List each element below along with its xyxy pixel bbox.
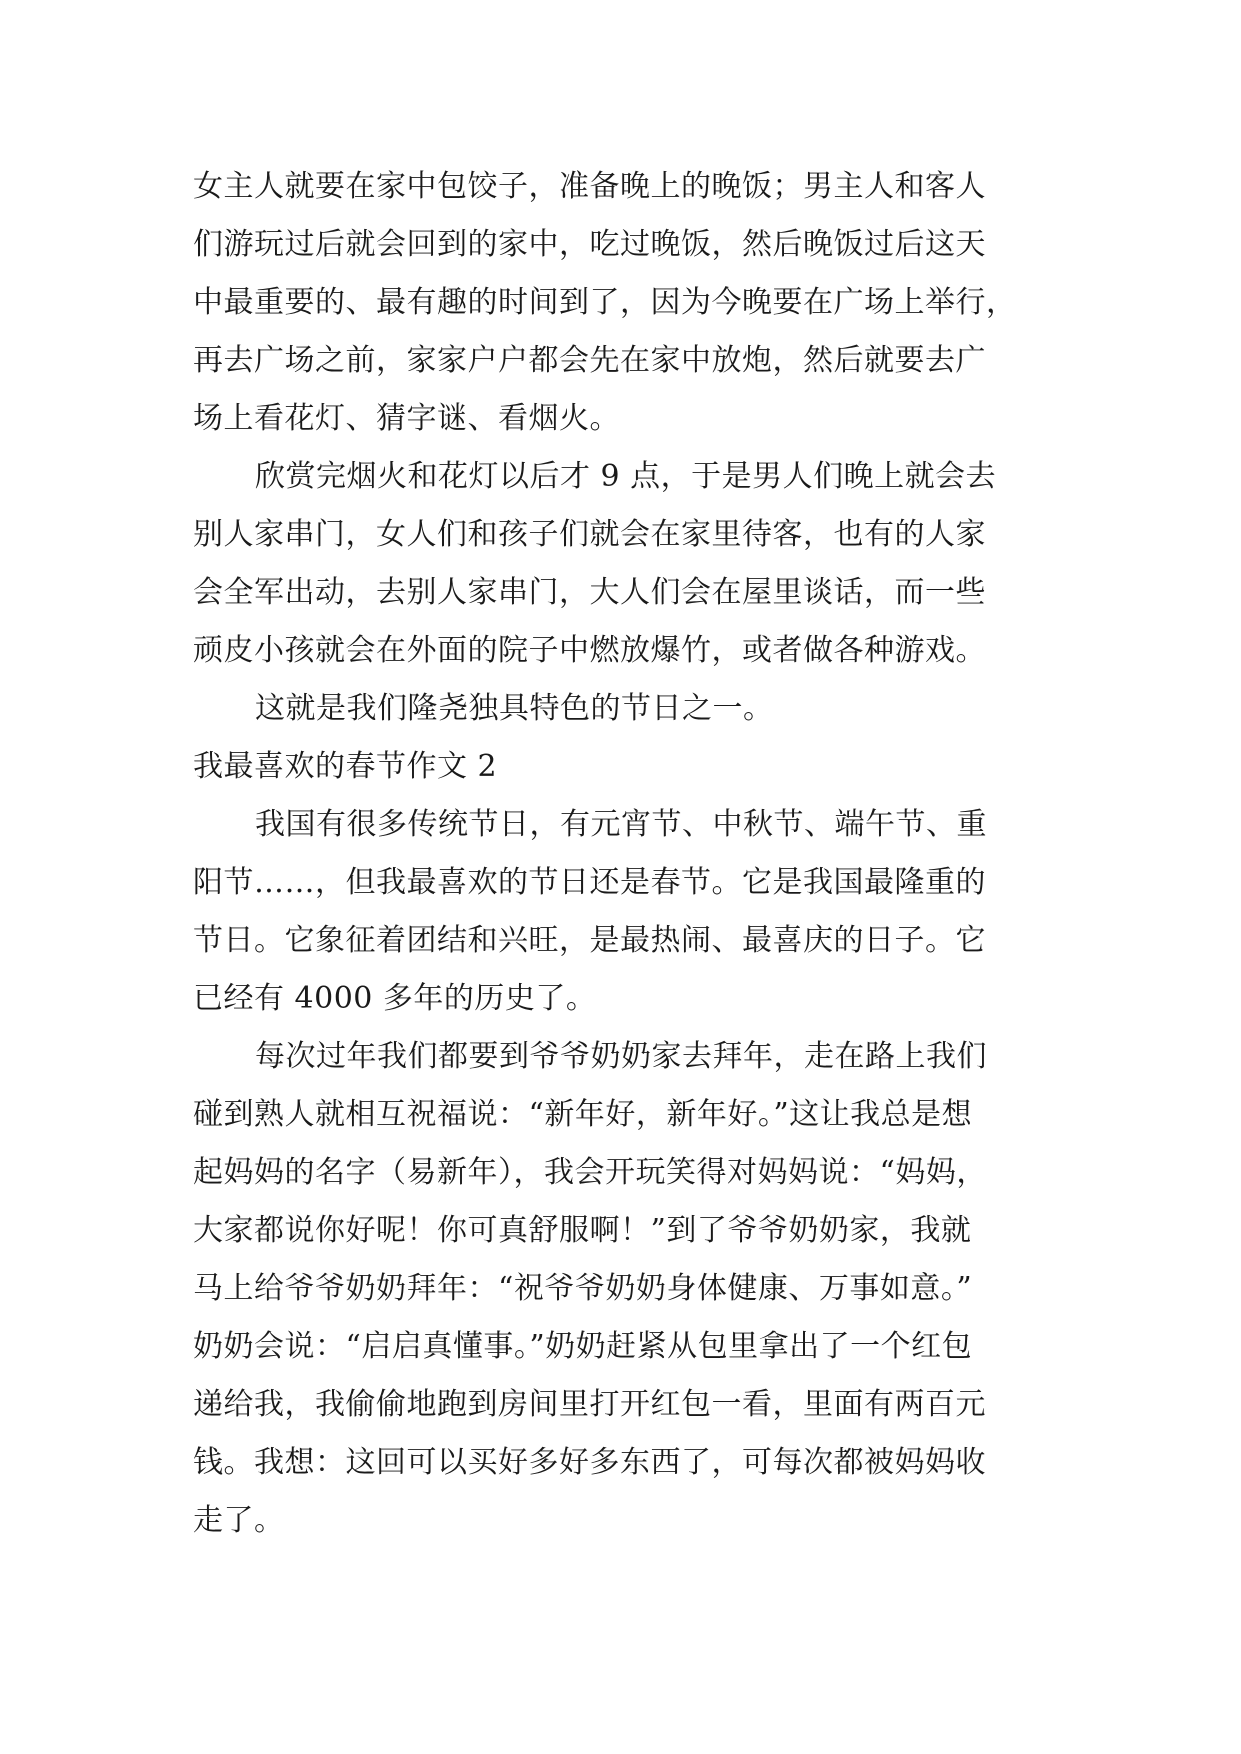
paragraph-first-line: 每次过年我们都要到爷爷奶奶家去拜年，走在路上我们 [255, 1039, 987, 1074]
document-body [193, 158, 1053, 1550]
paragraph-first-line: 欣赏完烟火和花灯以后才 9 点，于是男人们晚上就会去 [255, 459, 997, 494]
text-line: 阳节……，但我最喜欢的节日还是春节。它是我国最隆重的 [193, 865, 986, 900]
text-line: 节日。它象征着团结和兴旺，是最热闹、最喜庆的日子。它 [193, 923, 986, 958]
text-line: 马上给爷爷奶奶拜年：“祝爷爷奶奶身体健康、万事如意。” [193, 1271, 973, 1306]
text-line: 走了。 [193, 1503, 285, 1538]
text-line: 钱。我想：这回可以买好多好多东西了，可每次都被妈妈收 [193, 1445, 986, 1480]
essay-title: 我最喜欢的春节作文 2 [193, 749, 498, 784]
text-line: 大家都说你好呢！你可真舒服啊！”到了爷爷奶奶家，我就 [193, 1213, 972, 1248]
text-line: 起妈妈的名字（易新年），我会开玩笑得对妈妈说：“妈妈， [193, 1155, 987, 1190]
text-line: 别人家串门，女人们和孩子们就会在家里待客，也有的人家 [193, 517, 986, 552]
text-line: 女主人就要在家中包饺子，准备晚上的晚饭；男主人和客人 [193, 169, 986, 204]
text-line: 奶奶会说：“启启真懂事。”奶奶赶紧从包里拿出了一个红包 [193, 1329, 973, 1364]
text-line: 再去广场之前，家家户户都会先在家中放炮，然后就要去广 [193, 343, 986, 378]
text-line: 会全军出动，去别人家串门，大人们会在屋里谈话，而一些 [193, 575, 986, 610]
paragraph-first-line: 我国有很多传统节日，有元宵节、中秋节、端午节、重 [255, 807, 987, 842]
text-line: 场上看花灯、猜字谜、看烟火。 [193, 401, 620, 436]
text-line: 已经有 4000 多年的历史了。 [193, 981, 597, 1016]
text-line: 们游玩过后就会回到的家中，吃过晚饭，然后晚饭过后这天 [193, 227, 986, 262]
text-line: 中最重要的、最有趣的时间到了，因为今晚要在广场上举行， [193, 285, 1017, 320]
text-line: 碰到熟人就相互祝福说：“新年好，新年好。”这让我总是想 [193, 1097, 973, 1132]
text-line: 递给我，我偷偷地跑到房间里打开红包一看，里面有两百元 [193, 1387, 986, 1422]
text-line: 顽皮小孩就会在外面的院子中燃放爆竹，或者做各种游戏。 [193, 633, 986, 668]
paragraph-first-line: 这就是我们隆尧独具特色的节日之一。 [255, 691, 774, 726]
